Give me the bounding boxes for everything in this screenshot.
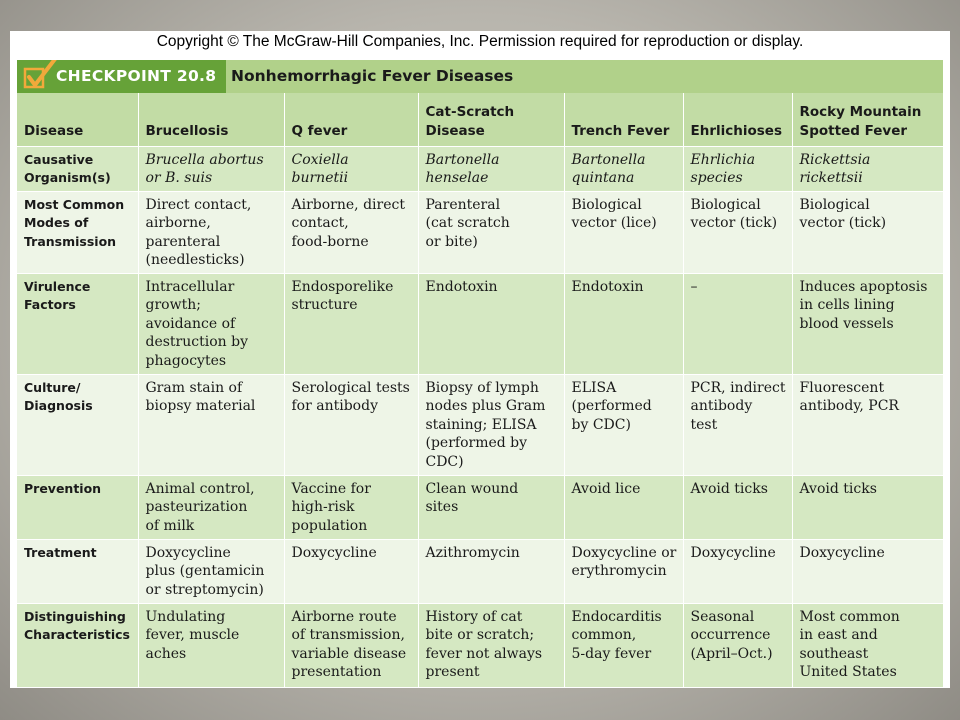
table-cell: Biological vector (tick) <box>683 192 792 274</box>
row-label: Causative Organism(s) <box>17 147 138 192</box>
table-row <box>17 540 943 604</box>
row-label: Most Common Modes of Transmission <box>17 192 138 274</box>
table-cell: Animal control, pasteurization of milk <box>138 476 284 540</box>
table-row <box>17 604 943 688</box>
column-header: Trench Fever <box>564 93 683 147</box>
table-cell: Avoid lice <box>564 476 683 540</box>
table-cell: History of cat bite or scratch; fever not always present <box>418 604 564 688</box>
table-cell: PCR, indirect antibody test <box>683 375 792 476</box>
row-label: Treatment <box>17 540 138 604</box>
checkmark-icon <box>23 60 59 93</box>
table-cell: Biopsy of lymph nodes plus Gram staining; ELISA (performed by CDC) <box>418 375 564 476</box>
table-row <box>17 192 943 274</box>
table-cell: ELISA (performed by CDC) <box>564 375 683 476</box>
disease-table <box>17 93 943 687</box>
table-cell: Airborne, direct contact, food-borne <box>284 192 418 274</box>
table-cell: Most common in east and southeast United States <box>792 604 943 688</box>
column-header-row <box>17 93 943 147</box>
table-cell: Doxycycline <box>792 540 943 604</box>
table-row <box>17 147 943 192</box>
checkpoint-label: CHECKPOINT 20.8 <box>56 67 217 85</box>
table-cell: Bartonella henselae <box>418 147 564 192</box>
table-cell: Vaccine for high-risk population <box>284 476 418 540</box>
table-cell: Bartonella quintana <box>564 147 683 192</box>
column-header: Ehrlichioses <box>683 93 792 147</box>
table-cell: Serological tests for antibody <box>284 375 418 476</box>
row-label: Virulence Factors <box>17 274 138 375</box>
table-cell: Doxycycline or erythromycin <box>564 540 683 604</box>
table-cell: Gram stain of biopsy material <box>138 375 284 476</box>
table-cell: Doxycycline <box>683 540 792 604</box>
table-cell: Endotoxin <box>564 274 683 375</box>
column-header: Rocky Mountain Spotted Fever <box>792 93 943 147</box>
row-label: Prevention <box>17 476 138 540</box>
table-cell: Brucella abortus or B. suis <box>138 147 284 192</box>
table-cell: Clean wound sites <box>418 476 564 540</box>
column-header: Cat-Scratch Disease <box>418 93 564 147</box>
table-cell: Biological vector (lice) <box>564 192 683 274</box>
table-cell: Undulating fever, muscle aches <box>138 604 284 688</box>
row-label: Distinguishing Characteristics <box>17 604 138 688</box>
table-cell: Airborne route of transmission, variable disease presentation <box>284 604 418 688</box>
table-cell: Coxiella burnetii <box>284 147 418 192</box>
table-cell: Doxycycline <box>284 540 418 604</box>
table-cell: Parenteral (cat scratch or bite) <box>418 192 564 274</box>
row-label: Culture/ Diagnosis <box>17 375 138 476</box>
table-cell: Induces apoptosis in cells lining blood vessels <box>792 274 943 375</box>
table-cell: Doxycycline plus (gentamicin or streptomycin) <box>138 540 284 604</box>
table-cell: Seasonal occurrence (April–Oct.) <box>683 604 792 688</box>
table-cell: Fluorescent antibody, PCR <box>792 375 943 476</box>
column-header: Brucellosis <box>138 93 284 147</box>
table-title: Nonhemorrhagic Fever Diseases <box>231 67 514 85</box>
table-cell: Avoid ticks <box>792 476 943 540</box>
copyright-notice: Copyright © The McGraw-Hill Companies, Inc. Permission required for reproduction or display. <box>156 33 804 50</box>
table-cell: Direct contact, airborne, parenteral (needlesticks) <box>138 192 284 274</box>
checkpoint-table-panel <box>17 60 943 687</box>
table-row <box>17 375 943 476</box>
table-row <box>17 476 943 540</box>
table-cell: – <box>683 274 792 375</box>
table-cell: Ehrlichia species <box>683 147 792 192</box>
table-cell: Intracellular growth; avoidance of destruction by phagocytes <box>138 274 284 375</box>
table-cell: Biological vector (tick) <box>792 192 943 274</box>
table-cell: Endosporelike structure <box>284 274 418 375</box>
table-cell: Rickettsia rickettsii <box>792 147 943 192</box>
table-cell: Endocarditis common, 5-day fever <box>564 604 683 688</box>
table-cell: Endotoxin <box>418 274 564 375</box>
table-cell: Azithromycin <box>418 540 564 604</box>
column-header: Disease <box>17 93 138 147</box>
checkpoint-badge <box>17 60 226 93</box>
table-cell: Avoid ticks <box>683 476 792 540</box>
column-header: Q fever <box>284 93 418 147</box>
table-row <box>17 274 943 375</box>
